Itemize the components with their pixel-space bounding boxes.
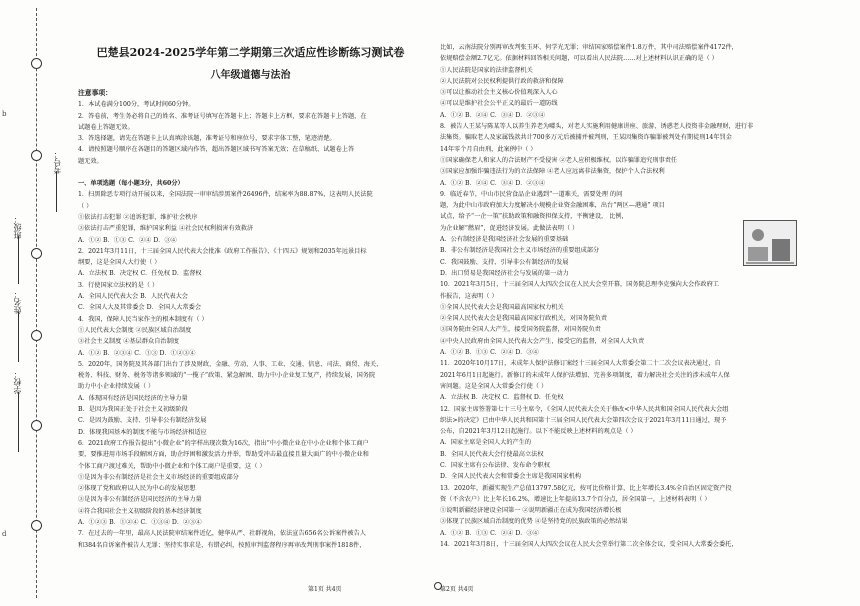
text-line: 1．扫黑除恶专项行动开展以来，全国法院一审审结涉黑案件26496件，结案率为88.87%，这表明人民法院: [78, 191, 373, 199]
page-number-right: 第2页 共4页: [440, 586, 474, 593]
text-line: ③是因为非公有制经济是国民经济的主导力量: [78, 496, 202, 504]
text-line: 12．国家主席签署第七十三号主席令，《全国人民代表大会关于修改<中华人民共和国全国人民代表大会组: [440, 405, 729, 413]
text-line: 税务、科技、财务、税务等诸多领域的“一揽子”政策、紧急解困、助力中小企业复工复产，持续发展，国务院: [78, 372, 376, 380]
text-line: 试题卷上答题无效。: [78, 123, 134, 131]
text-line: 7．在过去的一年里，最高人民法院审结案件近亿，健华从严、社群视角，依法宣告656名公诉案件被告人: [78, 530, 366, 538]
text-line: A．国家主席是全国人大的产生的: [440, 439, 532, 447]
text-line: 1．本试卷满分100分，考试时间60分钟。: [78, 101, 195, 109]
text-line: 14．2021年3月8日，十三届全国人大四次会议在人民大会堂举行第二次全体会议，受全国人大常委会委托，: [440, 541, 738, 549]
text-line: A．①② B．①③ C．②④ D．③④: [440, 349, 539, 357]
text-line: 资（不含农户）比上年长16.2%，增速比上年提高13.7个百分点，居全国第一，上述材料表明（ ）: [440, 495, 711, 503]
text-line: C．我国鼓励、支持、引导非公有制经济的发展: [440, 258, 569, 266]
left-questions: [78, 88, 423, 551]
question-illustration: [743, 220, 797, 266]
class-field[interactable]: [18, 236, 19, 284]
text-line: 作报告，这表明（ ）: [440, 292, 498, 300]
text-line: 9．临近春节，中山市民营食品企业遇到“一道难关，需要处理 的问: [440, 190, 623, 198]
text-line: 13．2020年，新疆实现生产总值13797.58亿元，按可比价格计算，比上年增长3.4%全自治区固定资产投: [440, 484, 732, 492]
exam-title: 巴楚县2024-2025学年第二学期第三次适应性诊断练习测试卷: [96, 46, 405, 59]
text-line: 为企业解“燃眉”，促进经济发展。此做法表明（ ）: [440, 224, 579, 232]
text-line: B．非公有制经济是我国社会主义市场经济的重要组成部分: [440, 247, 600, 255]
text-line: ①是因为非公有制经济是社会主义市场经济的重要组成部分: [78, 473, 239, 481]
text-line: C．国家主席有公布法律、发布命令职权: [440, 461, 550, 469]
text-line: ②人民法院对公民权利提供行政的救济和保障: [440, 77, 564, 85]
text-line: 依规赔偿金额2.7亿元。依据材料回答相关问题，可以看出人民法院……对上述材料认识正确的是（ ）: [440, 55, 718, 63]
text-line: 2．答卷前，考生务必将自己的姓名、准考证号填写在答题卡上；答题卡上方框，要求在答题卡上答题，在: [78, 112, 367, 120]
text-line: 和384名自诉案件被告人无罪；坚持实事求是，有错必纠，按照审判监督程序再审改判刑事案件1818件，: [78, 541, 366, 549]
text-line: ①人民代表大会制度 ②民族区域自治制度: [78, 326, 192, 334]
text-line: 个体工商户渡过难关，帮助中小微企业和个体工商户是重要，这（ ）: [78, 462, 266, 470]
text-line: C．全国人大及其常委会 D．全国人大常委会: [78, 304, 202, 312]
text-line: 法集资。骗取老人及家属钱款共计700多万元后被捕并被判刑，王某因集资诈骗罪被判处有期徒刑14年罚金: [440, 134, 732, 142]
page-number-left: 第1页 共4页: [308, 586, 342, 593]
seal-circle: [31, 330, 42, 341]
text-line: D．体现我国基本的制度不能与市场经济相适应: [78, 428, 207, 436]
text-line: 一、单项选题（每小题3分，共60分）: [78, 180, 184, 188]
text-line: 2021年6月1日起施行。新修订的未成年人保护法增加、完善多项制度，着力解决社会关注的涉未成年人保: [440, 371, 730, 379]
text-line: 5．2020年，国务院及其各部门出台了涉及财政、金融、劳动、人事、工业、交通、信息、司法、商贸、海关、: [78, 360, 383, 368]
seal-circle: [31, 420, 42, 431]
text-line: A．公有制经济是我国经济社会发展的重要基础: [440, 236, 569, 244]
text-line: 助力中小企业持续发展（ ）: [78, 383, 155, 391]
name-label: 姓名：: [13, 290, 22, 314]
text-line: 3．答选择题，请先在答题卡上认真填涂该题，准考证号和座位号，要求字体工整，笔迹清楚。: [78, 135, 336, 143]
name-field[interactable]: [18, 312, 19, 362]
exam-number-label: 考号：: [53, 150, 62, 174]
text-line: 3．行使国家立法权的是（ ）: [78, 281, 159, 289]
text-line: （ ）: [78, 202, 93, 210]
text-line: ①依法打击犯罪 ②追诉犯罪，维护社会秩序: [78, 213, 198, 221]
text-line: ①人民法院是国家的法律监督机关: [440, 66, 533, 74]
text-line: A．全国人民代表大会 B．人民代表大会: [78, 293, 188, 301]
text-line: 4．我国，保障人民当家作主的根本制度有（ ）: [78, 315, 208, 323]
text-line: C．是因为鼓励、支持、引导非公有制经济发展: [78, 417, 207, 425]
seal-circle: [31, 248, 42, 259]
text-line: ③国务院由全国人大产生，接受国务院监督，对国务院负责: [440, 326, 601, 334]
text-line: A．立法权 B．决定权 C．监督权 D．任免权: [440, 394, 564, 402]
school-label: 学校：: [13, 370, 22, 394]
text-line: ①全国人民代表大会是我国最高国家权力机关: [440, 303, 564, 311]
text-line: A．①② B．②③④ C．①③ D．①②③④: [78, 349, 196, 357]
seal-circle: [31, 150, 42, 161]
text-line: 10．2021年3月5日，十三届全国人大四次会议在人民大会堂开幕，国务院总理李克强向大会作政府工: [440, 281, 719, 289]
text-line: 比如，云南法院分别再审改判张玉环、何学光无罪；审结国家赔偿案件1.8万件，其中司法赔偿案件4172件，: [440, 44, 738, 51]
school-field[interactable]: [18, 392, 19, 452]
text-line: 试点，给予“一企一策”扶助政策和融资担保支持，平衡建设， 比例，: [440, 213, 628, 221]
text-line: ①说明新疆经济建设全国第一 ②说明新疆正在成为我国经济增长极: [440, 507, 622, 515]
text-line: 11．2020年10月17日，未成年人保护法修订案经十三届全国人大常委会第二十二次会议表决通过，自: [440, 360, 721, 368]
text-line: 害问题。这是全国人大常委会行使（ ）: [440, 382, 548, 390]
text-line: B．是因为我国正处于社会主义初级阶段: [78, 406, 188, 414]
text-line: A．体现国有经济是国民经济的主导力量: [78, 394, 188, 402]
class-label: 班级：: [13, 215, 22, 239]
edge-mark: d: [2, 530, 7, 538]
exam-subtitle: 八年级道德与法治: [210, 70, 291, 81]
text-line: 2．2021年3月11日，十三届全国人民代表大会批准《政府工作报告》、《十四五》规划和2035年远景目标: [78, 247, 367, 255]
text-line: ④可以是维护社会公平正义的最后一道防线: [440, 100, 558, 108]
text-line: ③依法打击严重犯罪，维护国家利益 ④社会民权利损害有效救济: [78, 225, 254, 233]
text-line: ④符合我国社会主义初级阶段的基本经济制度: [78, 507, 202, 515]
text-line: 14年零个月自由刑，此案例中（ ）: [440, 145, 537, 153]
text-line: ①国家确保老人和家人的合法财产不受侵害 ②老人应积极维权，以诈骗罪追究刑事责任: [440, 156, 678, 164]
text-line: ③体现了民族区域自治制度的优势 ④是坚持党的民族政策的必然结果: [440, 518, 628, 526]
right-questions: [440, 42, 850, 550]
text-line: 题，为此中山市政府加大力度解决小规模企业资金融困难，出台“两区—港通” 项目: [440, 202, 665, 210]
text-line: 要，要推进用市场手段解困方面，助企纾困和激发活力并举，帮助受冲击最直接且量大面广的中小微企业和: [78, 451, 369, 459]
text-line: A．立法权 B．决定权 C．任免权 D．监督权: [78, 270, 202, 278]
text-line: [78, 167, 423, 178]
text-line: 注意事项：: [78, 89, 112, 97]
text-line: D．全国人民代表大会和常委会主席是我国国家机构: [440, 473, 582, 481]
text-line: ②体现了党和政府以人民为中心的发展思想: [78, 485, 196, 493]
binding-strip: [0, 0, 70, 606]
text-line: 4．请按照题号顺序在各题目的答题区域内作答，超出答题区域书写答案无效；在草稿纸、试题卷上答: [78, 146, 355, 154]
text-line: A．①② B．②④ C．③④ D．②③④: [440, 179, 546, 187]
text-line: ③社会主义制度 ④基层群众自治制度: [78, 338, 179, 346]
seal-circle: [31, 520, 42, 531]
text-line: 织法>的决定》已由中华人民共和国第十三届全国人民代表大会第四次会议于2021年3月11日通过，现予: [440, 416, 727, 424]
text-line: A．①② B．①③ C．②④ D．③④: [440, 529, 539, 537]
edge-mark: b: [2, 110, 7, 118]
text-line: A．①② B．①③ C．②④ D．③④: [78, 236, 177, 244]
text-line: A．①②③ B．①②④ C．①③④ D．②③④: [78, 518, 202, 526]
text-line: ②全国人民代表大会是我国最高国家行政机关，对国务院负责: [440, 315, 608, 323]
text-line: 6．2021政府工作报告提出“小微企业”的字样出现次数为16次，指出“中小微企业在中小企业和个体工商户: [78, 439, 369, 447]
exam-number-field[interactable]: [56, 172, 57, 212]
text-line: 纲要，这是全国人大行使（ ）: [78, 259, 161, 267]
text-line: ③可以让推动社会主义核心价值观深入人心: [440, 89, 558, 97]
text-line: D．出口贸易是我国经济社会与发展的第一动力: [440, 269, 569, 277]
text-line: A．①② B．②④ C．③④ D．②③④: [440, 111, 546, 119]
text-line: ④中央人民政府由全国人民代表大会产生，接受它的监督，对全国人大负责: [440, 337, 645, 345]
text-line: 8．被告人王某与陈某等人以养生养老为噱头，对老人实施利用健康讲座、旅游、诱惑老人投资非金融理财，进行非: [440, 123, 754, 131]
text-line: 公布，自2021年3月12日起施行。以下不能反映上述材料的观点是（ ）: [440, 428, 637, 436]
seal-dashed-line: [36, 8, 37, 598]
seal-circle: [31, 58, 42, 69]
text-line: B．全国人民代表大会行使最高立法权: [440, 450, 544, 458]
text-line: 题无效。: [78, 157, 103, 165]
text-line: ③国家应加强诈骗违法行为的立法保障 ④老人应远离非法集资，保护个人合法权利: [440, 168, 665, 176]
